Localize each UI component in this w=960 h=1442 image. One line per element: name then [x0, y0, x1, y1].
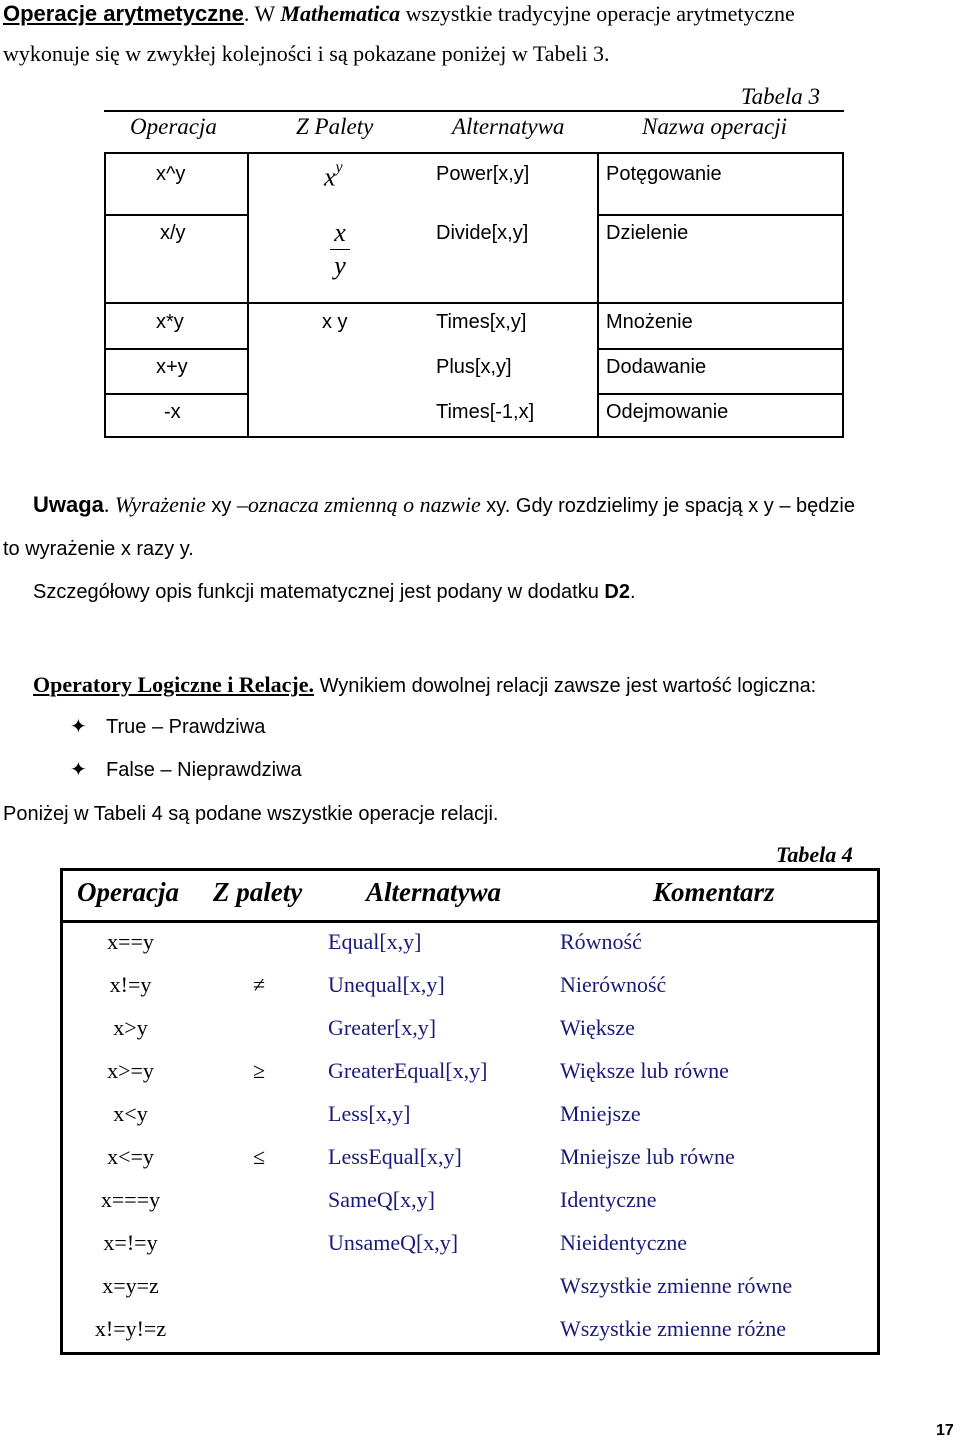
table4-palette-symbol: ≠: [252, 972, 266, 997]
table4-comment: Większe: [560, 1015, 635, 1040]
table3-header-operation: Operacja: [130, 114, 217, 139]
bullet-item: ✦ True – Prawdziwa: [70, 713, 265, 741]
table4-alt: Unequal[x,y]: [328, 972, 445, 997]
section-heading-logic: Operatory Logiczne i Relacje.: [33, 672, 315, 697]
table3-op: x+y: [156, 356, 188, 378]
table4-header-palette: Z palety: [213, 877, 303, 907]
table4-comment: Nierówność: [560, 972, 667, 997]
table3-top-rule: [104, 110, 844, 112]
table3-alt: Power[x,y]: [436, 163, 530, 185]
table4-comment: Wszystkie zmienne różne: [560, 1316, 787, 1341]
note-line-3: Szczegółowy opis funkcji matematycznej jest podany w dodatku D2.: [33, 581, 636, 603]
table3-palette: x y: [322, 311, 348, 333]
table4-alt: Less[x,y]: [328, 1101, 411, 1126]
table4-comment: Nieidentyczne: [560, 1230, 688, 1255]
table3-name: Dodawanie: [606, 356, 707, 378]
table4-op: x===y: [100, 1187, 161, 1212]
table3-name: Odejmowanie: [606, 401, 729, 423]
table3-header-name: Nazwa operacji: [642, 114, 788, 139]
table3-alt: Plus[x,y]: [436, 356, 512, 378]
power-notation: $x^y$: [324, 159, 343, 192]
table4-alt: Greater[x,y]: [328, 1015, 437, 1040]
table4-palette-symbol: ≤: [252, 1144, 266, 1169]
intro-line-1: Operacje arytmetyczne. W Mathematica wszystkie tradycyjne operacje arytmetyczne: [3, 1, 795, 26]
table4-header-rule: [63, 920, 877, 923]
table4-op: x!=y: [109, 972, 152, 997]
table4-alt: UnsameQ[x,y]: [328, 1230, 459, 1255]
table3-op: x^y: [156, 163, 186, 185]
table3-op: -x: [164, 401, 181, 423]
table4-comment: Wszystkie zmienne równe: [560, 1273, 793, 1298]
table4-op: x=!=y: [103, 1230, 158, 1255]
table3-caption: Tabela 3: [741, 84, 821, 109]
table3-name: Potęgowanie: [606, 163, 722, 185]
table4-op: x==y: [107, 929, 154, 954]
table4: [60, 868, 880, 1355]
table3-alt: Times[-1,x]: [436, 401, 535, 423]
four-pointed-star-icon: ✦: [70, 716, 87, 738]
table4-op: x<y: [113, 1101, 148, 1126]
note-line-2: to wyrażenie x razy y.: [3, 538, 194, 560]
table3-alt: Times[x,y]: [436, 311, 527, 333]
table4-palette-symbol: ≥: [252, 1058, 266, 1083]
table4-op: x<=y: [107, 1144, 154, 1169]
table3-op: x/y: [160, 222, 186, 244]
page-number: 17: [936, 1422, 954, 1439]
table4-alt: LessEqual[x,y]: [328, 1144, 462, 1169]
table4-op: x>y: [113, 1015, 148, 1040]
table4-op: x=y=z: [102, 1273, 159, 1298]
table3-op: x*y: [156, 311, 184, 333]
table3-name: Dzielenie: [606, 222, 689, 244]
fraction-notation: x y: [330, 221, 350, 278]
table4-header-comment: Komentarz: [653, 877, 775, 907]
note-line-1: Uwaga. Wyrażenie xy –oznacza zmienną o nazwie xy. Gdy rozdzielimy je spacją x y – będzie: [33, 492, 855, 517]
table4-alt: Equal[x,y]: [328, 929, 422, 954]
table4-caption: Tabela 4: [776, 842, 853, 867]
table4-comment: Większe lub równe: [560, 1058, 729, 1083]
table4-op: x!=y!=z: [94, 1316, 167, 1341]
four-pointed-star-icon: ✦: [70, 759, 87, 781]
table4-intro: Poniżej w Tabeli 4 są podane wszystkie operacje relacji.: [3, 803, 499, 825]
table3-name: Mnożenie: [606, 311, 693, 333]
bullet-item: ✦ False – Nieprawdziwa: [70, 756, 302, 784]
table3-header-alternative: Alternatywa: [452, 114, 565, 139]
table3: [104, 152, 844, 438]
table3-alt: Divide[x,y]: [436, 222, 529, 244]
table4-alt: GreaterEqual[x,y]: [328, 1058, 488, 1083]
table4-op: x>=y: [107, 1058, 154, 1083]
logic-intro-line: Operatory Logiczne i Relacje. Wynikiem dowolnej relacji zawsze jest wartość logiczna:: [33, 672, 817, 697]
table4-alt: SameQ[x,y]: [328, 1187, 435, 1212]
intro-line-2: wykonuje się w zwykłej kolejności i są pokazane poniżej w Tabeli 3.: [3, 41, 610, 66]
table3-header-palette: Z Palety: [296, 114, 374, 139]
section-heading-arithmetic: Operacje arytmetyczne: [3, 1, 244, 26]
table4-header-operation: Operacja: [77, 877, 179, 907]
table4-comment: Mniejsze: [560, 1101, 641, 1126]
table4-comment: Mniejsze lub równe: [560, 1144, 735, 1169]
table4-header-alternative: Alternatywa: [366, 877, 502, 907]
table4-comment: Równość: [560, 929, 642, 954]
table4-comment: Identyczne: [560, 1187, 657, 1212]
